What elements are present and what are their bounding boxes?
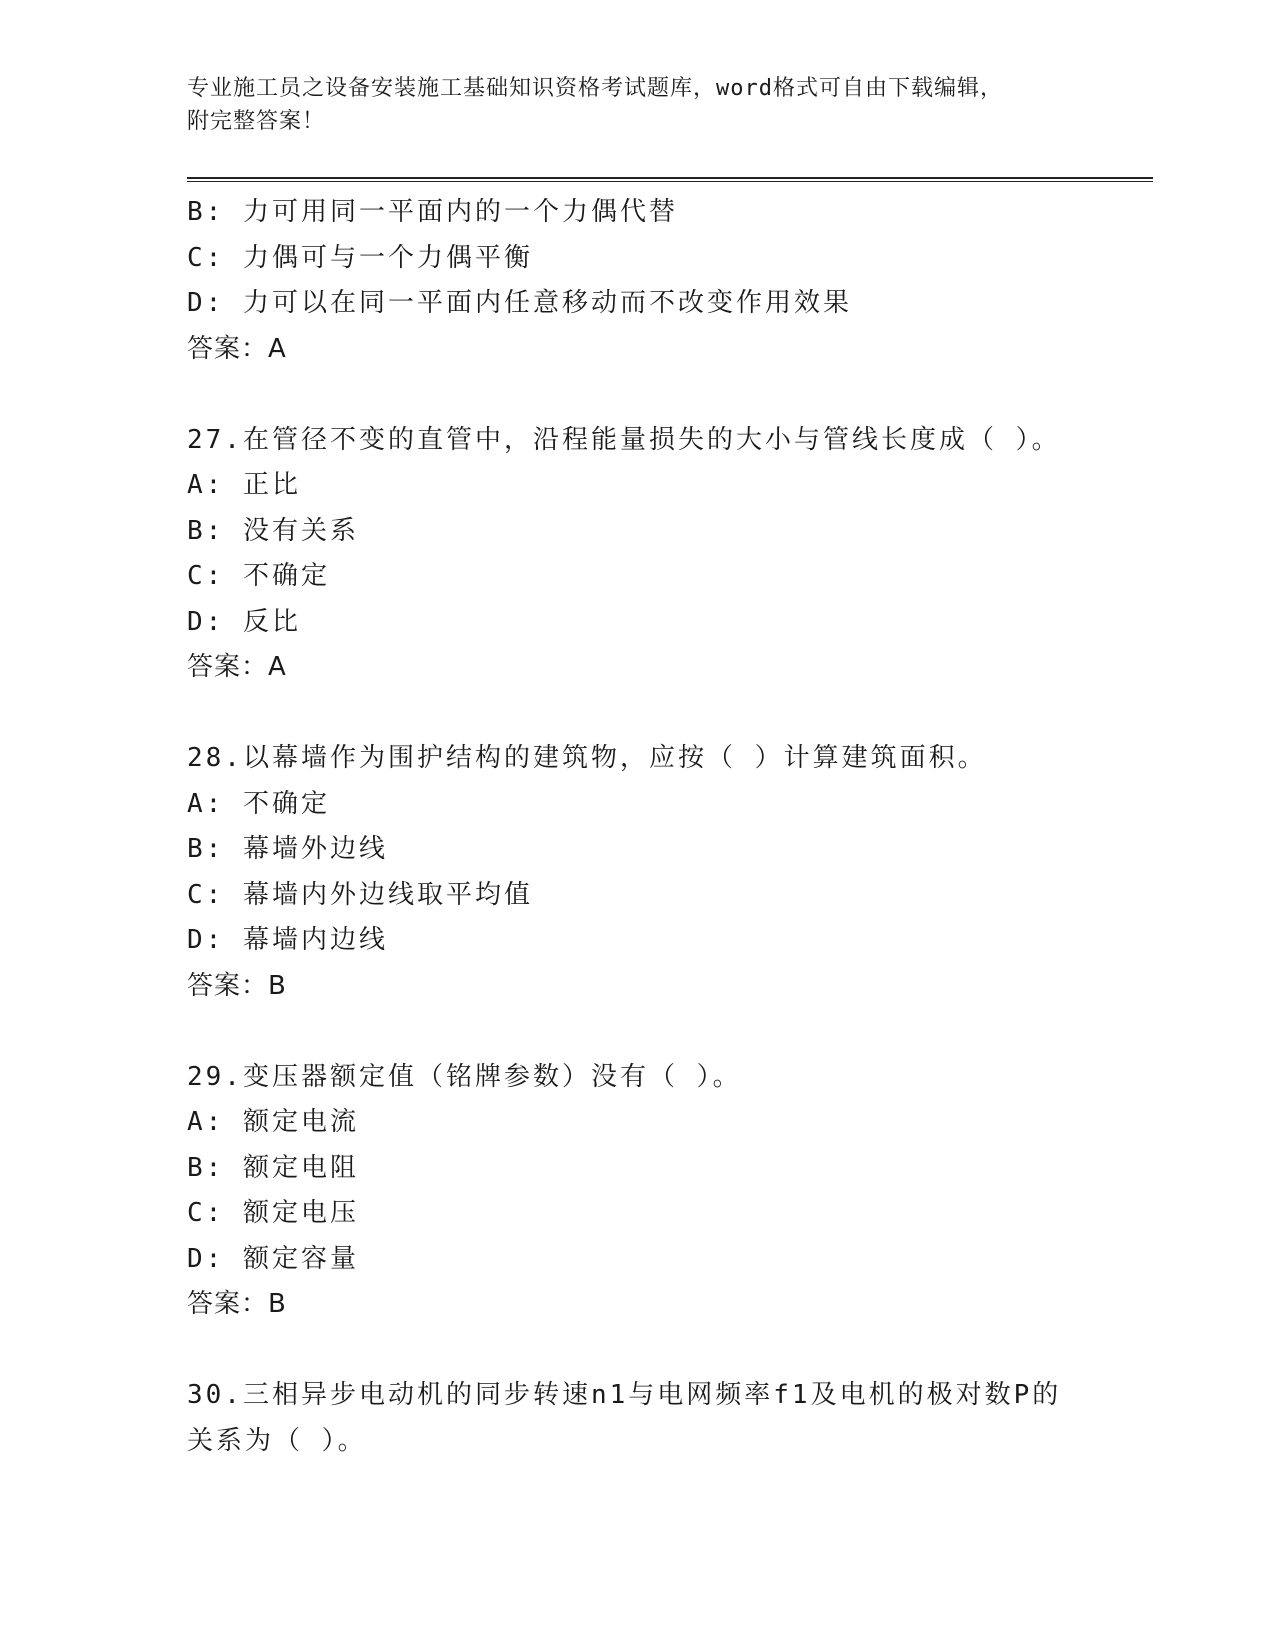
- question-text: 29.变压器额定值（铭牌参数）没有（ ）。: [187, 1061, 742, 1092]
- question-27: [187, 418, 1153, 691]
- question-26-continued: [187, 190, 1153, 372]
- question-30: [187, 1373, 1153, 1464]
- option-d: D: 力可以在同一平面内任意移动而不改变作用效果: [187, 288, 852, 318]
- answer-line: 答案：A: [187, 652, 287, 682]
- question-text-line-1: 30.三相异步电动机的同步转速n1与电网频率f1及电机的极对数P的: [187, 1380, 1062, 1410]
- question-text-line-2: 关系为（ ）。: [187, 1425, 367, 1456]
- page-header: [187, 72, 1087, 138]
- spacer: [187, 1328, 1153, 1374]
- option-a: A: 不确定: [187, 788, 330, 819]
- question-28: [187, 736, 1153, 1009]
- question-text: 27.在管径不变的直管中，沿程能量损失的大小与管线长度成（ ）。: [187, 424, 1061, 455]
- answer-line: 答案：B: [187, 970, 287, 1001]
- header-line-2: 附完整答案！: [187, 109, 326, 134]
- option-b: B: 没有关系: [187, 515, 359, 546]
- answer-line: 答案：A: [187, 333, 287, 364]
- option-d: D: 幕墙内边线: [187, 925, 388, 955]
- option-c: C: 额定电压: [187, 1198, 359, 1228]
- spacer: [187, 691, 1153, 737]
- option-d: D: 反比: [187, 606, 301, 637]
- document-body: [187, 190, 1153, 1464]
- option-c: C: 力偶可与一个力偶平衡: [187, 242, 533, 273]
- answer-line: 答案：B: [187, 1289, 287, 1319]
- option-a: A: 正比: [187, 470, 301, 500]
- spacer: [187, 372, 1153, 418]
- header-line-1: 专业施工员之设备安装施工基础知识资格考试题库，word格式可自由下载编辑，: [187, 76, 1003, 101]
- spacer: [187, 1009, 1153, 1055]
- header-divider: [187, 177, 1153, 182]
- option-b: B: 力可用同一平面内的一个力偶代替: [187, 197, 678, 227]
- option-a: A: 额定电流: [187, 1107, 359, 1137]
- option-d: D: 额定容量: [187, 1243, 359, 1274]
- option-c: C: 幕墙内外边线取平均值: [187, 879, 533, 910]
- option-b: B: 幕墙外边线: [187, 834, 388, 864]
- question-29: [187, 1055, 1153, 1328]
- option-b: B: 额定电阻: [187, 1152, 359, 1183]
- question-text: 28.以幕墙作为围护结构的建筑物，应按（ ）计算建筑面积。: [187, 743, 987, 773]
- option-c: C: 不确定: [187, 561, 330, 591]
